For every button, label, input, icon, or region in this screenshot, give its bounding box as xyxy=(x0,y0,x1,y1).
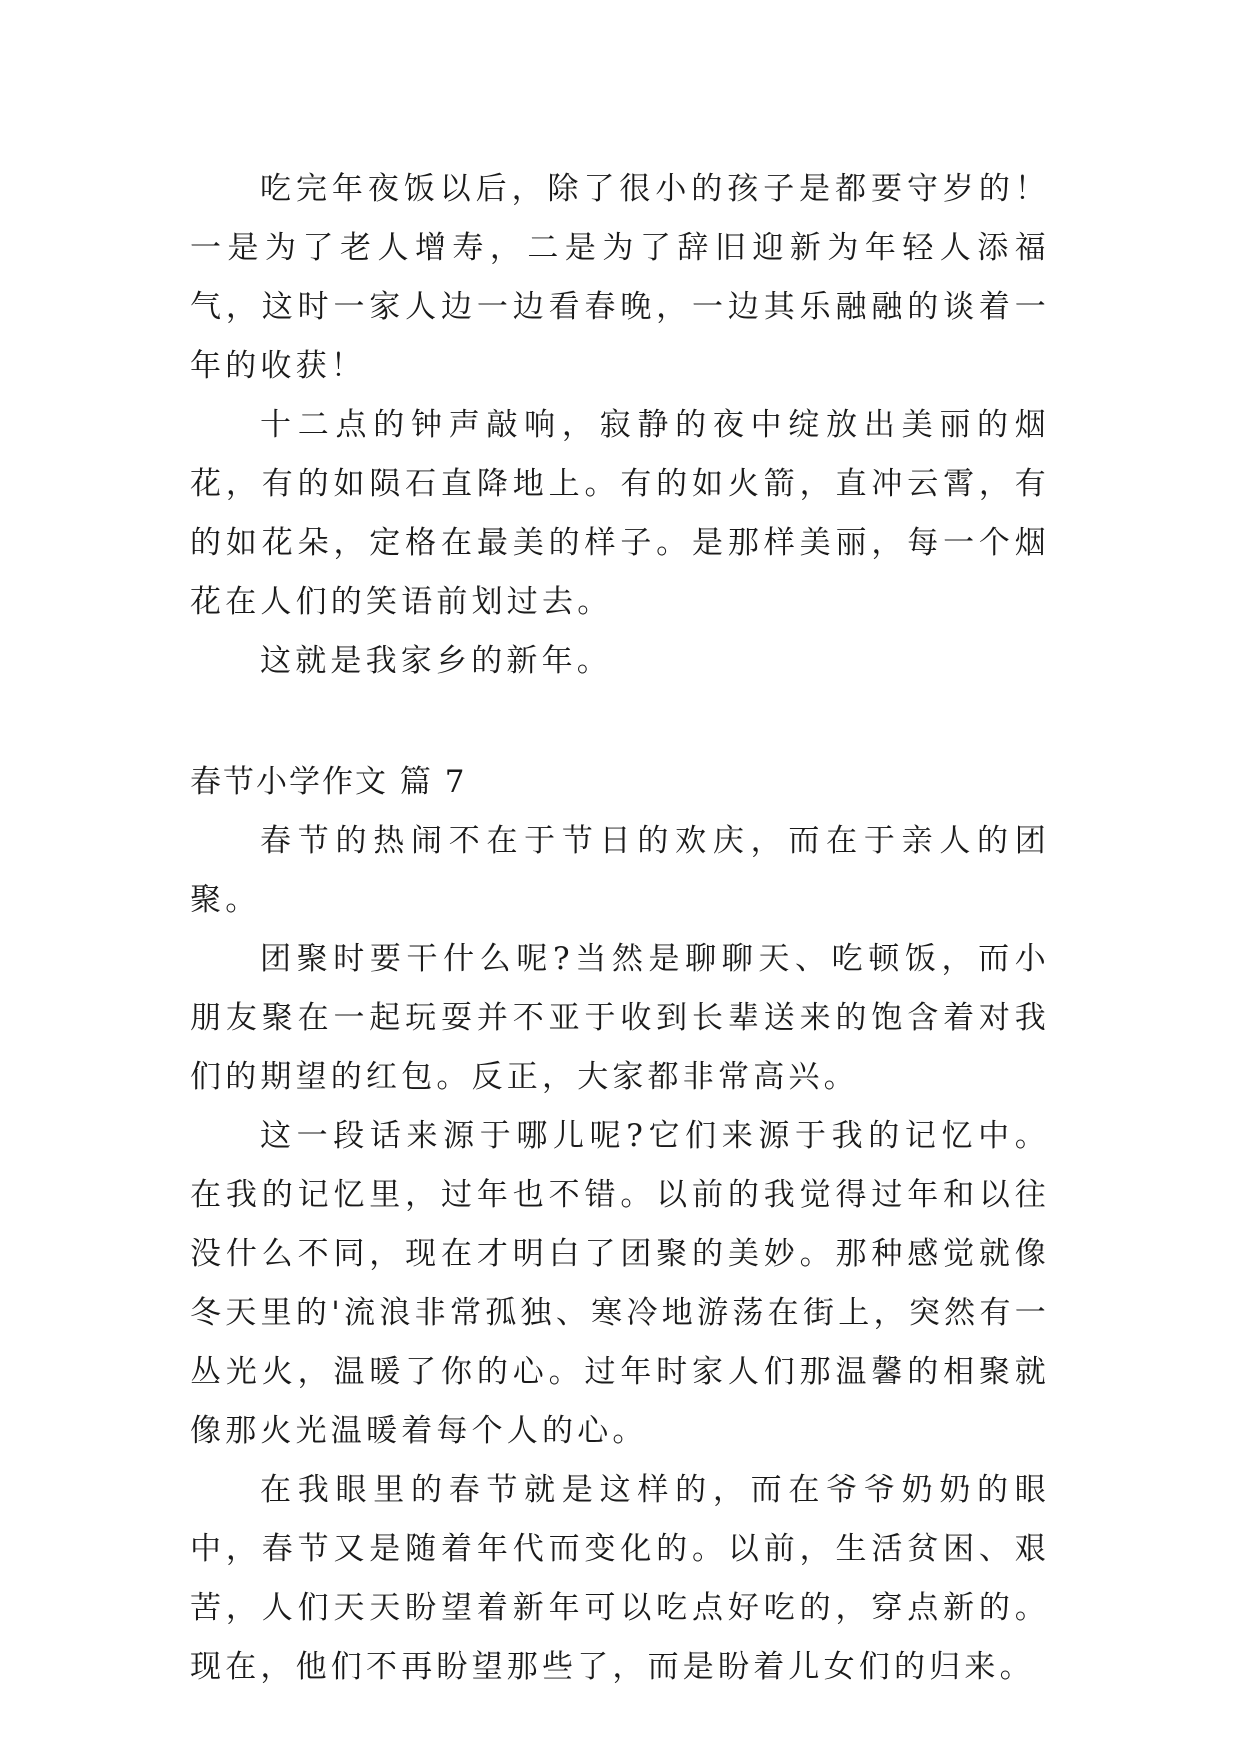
paragraph: 这一段话来源于哪儿呢?它们来源于我的记忆中。在我的记忆里，过年也不错。以前的我觉得过年和以往没什么不同，现在才明白了团聚的美妙。那种感觉就像冬天里的'流浪非常孤独、寒冷地游荡在街上，突然有一丛光火，温暖了你的心。过年时家人们那温馨的相聚就像那火光温暖着每个人的心。 xyxy=(190,1118,1050,1449)
section-spacer xyxy=(190,691,1050,753)
document-body xyxy=(190,160,1050,1697)
paragraph: 团聚时要干什么呢?当然是聊聊天、吃顿饭，而小朋友聚在一起玩耍并不亚于收到长辈送来的饱含着对我们的期望的红包。反正，大家都非常高兴。 xyxy=(190,941,1050,1095)
paragraph: 在我眼里的春节就是这样的，而在爷爷奶奶的眼中，春节又是随着年代而变化的。以前，生活贫困、艰苦，人们天天盼望着新年可以吃点好吃的，穿点新的。现在，他们不再盼望那些了，而是盼着儿女们的归来。 xyxy=(190,1472,1050,1685)
section-title: 春节小学作文 篇 7 xyxy=(190,764,467,800)
paragraph: 十二点的钟声敲响，寂静的夜中绽放出美丽的烟花，有的如陨石直降地上。有的如火箭，直冲云霄，有的如花朵，定格在最美的样子。是那样美丽，每一个烟花在人们的笑语前划过去。 xyxy=(190,407,1050,620)
paragraph: 这就是我家乡的新年。 xyxy=(260,643,612,679)
paragraph: 春节的热闹不在于节日的欢庆，而在于亲人的团聚。 xyxy=(190,823,1050,918)
paragraph: 吃完年夜饭以后，除了很小的孩子是都要守岁的！一是为了老人增寿，二是为了辞旧迎新为年轻人添福气，这时一家人边一边看春晚，一边其乐融融的谈着一年的收获！ xyxy=(190,171,1050,384)
